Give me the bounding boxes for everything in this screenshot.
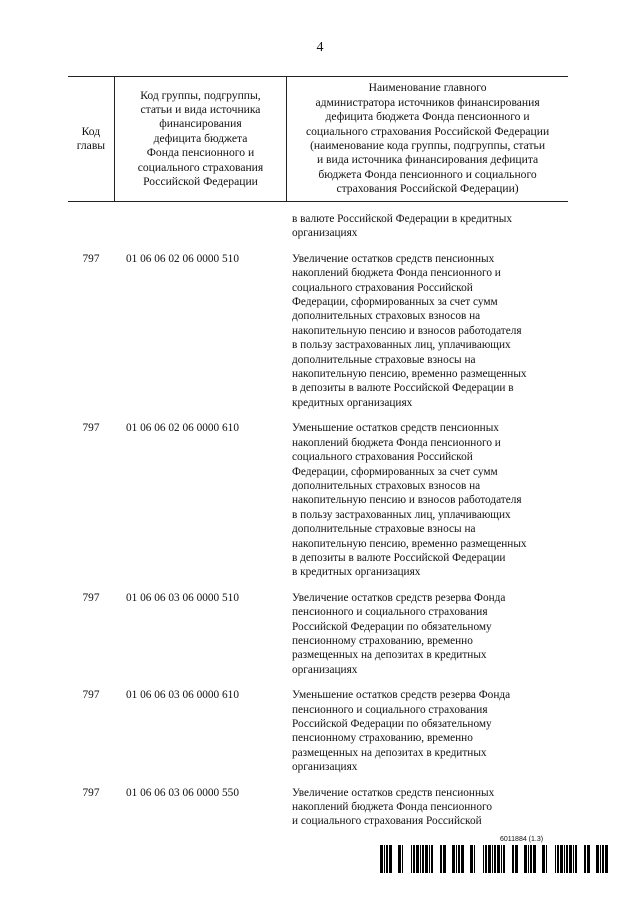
barcode-bar — [485, 845, 487, 873]
table-body — [68, 202, 568, 829]
barcode-bar — [425, 845, 428, 873]
source-name-line: Увеличение остатков средств пенсионных — [292, 786, 495, 799]
barcode-bar — [488, 845, 491, 873]
header-text-line: социального страхования — [137, 160, 264, 174]
barcode-bar — [560, 845, 563, 873]
chapter-code-cell — [68, 212, 114, 241]
barcode-bar — [515, 845, 518, 873]
source-name-line: дополнительных страховых взносов на — [292, 310, 481, 323]
source-name-line: в кредитных организациях — [292, 566, 421, 579]
header-text-line: Код группы, подгруппы, — [140, 88, 261, 102]
source-name-line: пенсионному страхованию, временно — [292, 732, 473, 745]
barcode-bar — [402, 845, 403, 873]
source-code-cell — [114, 212, 286, 241]
source-code-cell: 01 06 06 02 06 0000 510 — [126, 252, 239, 265]
barcode-bar — [573, 845, 574, 873]
barcode-bar — [458, 845, 460, 873]
header-text-line: (наименование кода группы, подгруппы, статьи — [310, 139, 546, 152]
barcode-bar — [596, 845, 599, 873]
barcode-bar — [483, 845, 484, 873]
header-administrator-name — [286, 77, 568, 201]
source-name-line: пенсионному страхованию, временно — [292, 634, 473, 647]
table-header — [68, 76, 568, 202]
header-text-line: и вида источника финансирования дефицита — [316, 153, 539, 167]
source-name-cell — [286, 591, 568, 677]
barcode-bar — [587, 845, 590, 873]
source-name-line: дополнительных страховых взносов на — [292, 479, 481, 492]
table-row — [68, 252, 568, 410]
source-name-line: накопительную пенсию, временно размещенных — [292, 368, 527, 381]
barcode-bar — [398, 845, 401, 873]
table-row — [68, 688, 568, 774]
barcode-bar — [461, 845, 464, 873]
header-text-line: страхования Российской Федерации) — [336, 182, 519, 196]
source-name-line: накоплений бюджета Фонда пенсионного — [292, 801, 492, 814]
barcode-bar — [602, 845, 604, 873]
source-name-line: в валюте Российской Федерации в кредитных — [292, 213, 513, 225]
barcode-bar — [512, 845, 514, 873]
barcode-bar — [456, 845, 457, 873]
chapter-code-cell: 797 — [82, 591, 100, 604]
barcode-bar — [584, 845, 586, 873]
barcode-bar — [422, 845, 424, 873]
chapter-code-cell: 797 — [82, 422, 100, 435]
barcode-bar — [546, 845, 547, 873]
barcode-bar — [533, 845, 536, 873]
source-code-cell: 01 06 06 03 06 0000 550 — [126, 786, 239, 799]
header-text-line: администратора источников финансирования — [315, 95, 540, 109]
barcode-bar — [566, 845, 568, 873]
barcode-bar — [575, 845, 577, 873]
barcode-bar — [389, 845, 392, 873]
source-name-line: дополнительные страховые взносы на — [292, 523, 476, 536]
source-name-line: Федерации, сформированных за счет сумм — [292, 465, 498, 478]
barcode-image — [380, 845, 612, 873]
barcode-bar — [557, 845, 559, 873]
barcode-bar — [492, 845, 493, 873]
source-name-line: накопительную пенсию и взносов работодателя — [292, 324, 522, 337]
source-name-line: Российской Федерации по обязательному — [292, 620, 492, 633]
barcode-bar — [431, 845, 433, 873]
barcode-bar — [564, 845, 565, 873]
source-name-line: Увеличение остатков средств резерва Фонда — [292, 591, 506, 604]
source-name-line: размещенных на депозитах в кредитных — [292, 746, 487, 759]
barcode-bar — [524, 845, 527, 873]
table-row — [68, 212, 568, 241]
source-name-line: организациях — [292, 227, 358, 240]
source-name-line: накопительную пенсию, временно размещенных — [292, 537, 527, 550]
source-code-cell: 01 06 06 03 06 0000 610 — [126, 689, 239, 702]
barcode-bar — [429, 845, 430, 873]
barcode-bar — [411, 845, 412, 873]
barcode-bar — [501, 845, 502, 873]
header-text-line: дефицита бюджета Фонда пенсионного и — [325, 110, 530, 124]
barcode-bar — [380, 845, 383, 873]
barcode-bar — [494, 845, 496, 873]
barcode-bar — [503, 845, 505, 873]
header-text-line: бюджета Фонда пенсионного и социального — [318, 167, 537, 181]
source-name-line: Уменьшение остатков средств резерва Фонда — [292, 689, 511, 702]
header-text-line: социального страхования Российской Федерации — [305, 124, 550, 138]
barcode-bar — [555, 845, 556, 873]
header-text-line: Фонда пенсионного и — [146, 146, 255, 160]
source-name-line: в депозиты в валюте Российской Федерации — [292, 551, 506, 564]
barcode-bar — [605, 845, 608, 873]
barcode-bar — [569, 845, 572, 873]
source-name-line: Российской Федерации по обязательному — [292, 718, 492, 730]
barcode-bar — [530, 845, 532, 873]
barcode-bar — [440, 845, 442, 873]
header-text-line: главы — [76, 139, 106, 152]
barcode-bar — [386, 845, 388, 873]
source-name-line: Увеличение остатков средств пенсионных — [292, 252, 495, 265]
source-name-line: организациях — [292, 761, 358, 774]
source-code-cell: 01 06 06 02 06 0000 610 — [126, 422, 239, 435]
source-name-line: размещенных на депозитах в кредитных — [292, 649, 487, 662]
source-name-cell — [286, 688, 568, 774]
barcode-bar — [452, 845, 455, 873]
source-name-line: в депозиты в валюте Российской Федерации в — [292, 382, 514, 395]
barcode-bar — [416, 845, 419, 873]
source-name-line: кредитных организациях — [292, 396, 413, 409]
source-name-line: пенсионного и социального страхования — [292, 606, 488, 619]
chapter-code-cell: 797 — [82, 252, 100, 265]
table-row — [68, 591, 568, 677]
source-name-line: в пользу застрахованных лиц, уплачивающих — [292, 339, 511, 352]
source-name-cell — [286, 421, 568, 579]
barcode-bar — [528, 845, 529, 873]
source-name-cell — [286, 786, 568, 829]
barcode-bar — [542, 845, 545, 873]
barcode-bar — [470, 845, 473, 873]
source-name-line: накоплений бюджета Фонда пенсионного и — [292, 267, 501, 280]
header-text-line: финансирования — [159, 117, 242, 131]
barcode-bar — [474, 845, 475, 873]
header-chapter-code — [68, 77, 114, 201]
budget-sources-table — [68, 76, 568, 840]
barcode-bar — [600, 845, 601, 873]
source-name-line: дополнительные страховые взносы на — [292, 353, 476, 366]
header-source-code — [114, 77, 286, 201]
source-name-line: Уменьшение остатков средств пенсионных — [292, 422, 499, 435]
chapter-code-cell: 797 — [82, 689, 100, 702]
header-text-line: Наименование главного — [368, 81, 487, 95]
barcode-bar — [420, 845, 421, 873]
barcode-bar — [384, 845, 385, 873]
source-name-line: пенсионного и социального страхования — [292, 703, 488, 716]
source-name-line: накопительную пенсию и взносов работодателя — [292, 494, 522, 507]
page-number: 4 — [316, 40, 324, 55]
document-id: 6011884 (1.3) — [500, 836, 544, 843]
source-name-cell — [286, 252, 568, 410]
chapter-code-cell: 797 — [82, 786, 100, 799]
source-code-cell: 01 06 06 03 06 0000 510 — [126, 591, 239, 604]
source-name-line: и социального страхования Российской — [292, 815, 482, 828]
header-text-line: дефицита бюджета — [153, 131, 248, 145]
header-text-line: Код — [81, 124, 101, 138]
source-name-line: Федерации, сформированных за счет сумм — [292, 296, 498, 309]
table-row — [68, 421, 568, 579]
source-name-line: социального страхования Российской — [292, 281, 473, 294]
barcode-bar — [413, 845, 415, 873]
barcode-bar — [443, 845, 446, 873]
header-text-line: статьи и вида источника — [140, 102, 261, 116]
source-name-line: организациях — [292, 663, 358, 676]
source-name-line: социального страхования Российской — [292, 451, 473, 464]
source-name-line: накоплений бюджета Фонда пенсионного и — [292, 436, 501, 449]
source-name-cell — [286, 212, 568, 241]
header-text-line: Российской Федерации — [143, 175, 258, 189]
barcode-bar — [497, 845, 500, 873]
source-name-line: в пользу застрахованных лиц, уплачивающих — [292, 508, 511, 521]
table-row — [68, 786, 568, 829]
